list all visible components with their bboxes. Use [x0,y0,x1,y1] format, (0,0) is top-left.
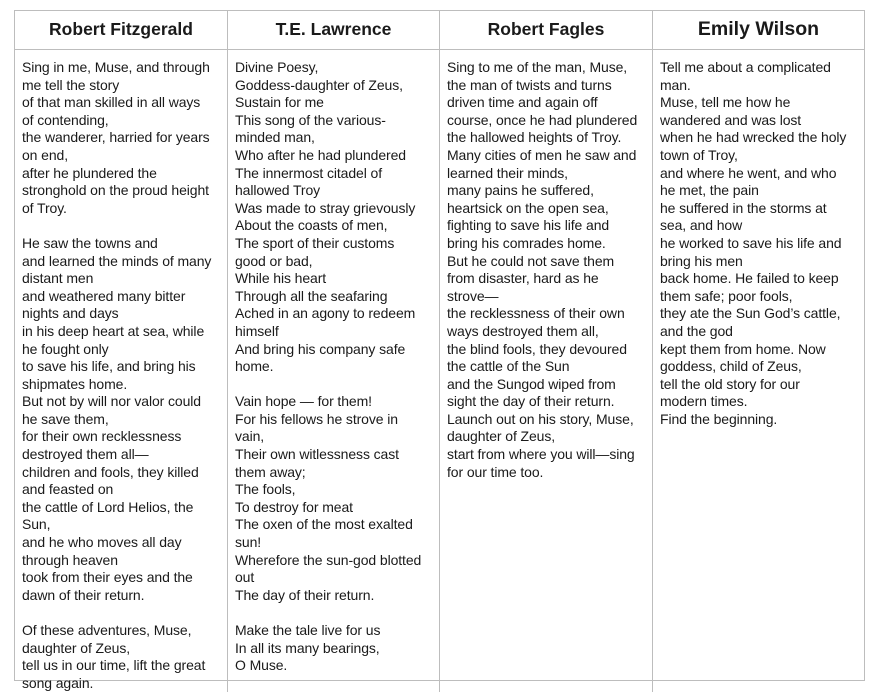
poem-line: He saw the towns and [22,234,158,251]
poem-line: But not by will nor valor could [22,393,201,410]
poem-line: driven time and again off [447,94,598,111]
poem-line: and where he went, and who [660,164,837,181]
poem-line: for their own recklessness [22,428,182,445]
poem-line: sea, and how [660,217,743,234]
poem-line: when he had wrecked the holy [660,129,847,146]
poem-line: sight the day of their return. [447,393,615,410]
poem-line: children and fools, they killed [22,463,199,480]
poem-line: heartsick on the open sea, [447,199,609,216]
poem-line: course, once he had plundered [447,111,638,128]
poem-line: Of these adventures, Muse, [22,622,192,638]
poem-line: tell us in our time, lift the great [22,657,206,674]
poem-line: For his fellows he strove in [235,410,398,427]
poem-line: Divine Poesy, [235,59,319,75]
header-wilson: Emily Wilson [653,11,864,50]
poem-line: of that man skilled in all ways [22,94,201,111]
poem-line: Muse, tell me how he [660,94,791,111]
poem-line: for our time too. [447,463,544,480]
stanza-break [22,217,221,235]
poem-line: Sing in me, Muse, and through [22,59,210,75]
poem-line: But he could not save them [447,252,615,269]
poem-line: About the coasts of men, [235,217,388,234]
poem-line: minded man, [235,129,315,146]
poem-line: and weathered many bitter [22,287,186,304]
poem-line: vain, [235,428,265,445]
poem-line: and feasted on [22,481,114,498]
poem-line: good or bad, [235,252,313,269]
poem-line: many pains he suffered, [447,182,594,199]
poem-line: Vain hope — for them! [235,393,372,410]
stanza-break [235,376,433,394]
poem-line: song again. [22,674,94,691]
poem-line: he fought only [22,340,109,357]
poem-line: of Troy. [22,199,67,216]
poem-line: the wanderer, harried for years [22,129,210,146]
poem-line: them away; [235,463,306,480]
poem-line: me tell the story [22,76,120,93]
poem-line: bring his comrades home. [447,234,606,251]
poem-line: and he who moves all day [22,534,182,551]
poem-line: sun! [235,534,262,551]
poem-line: shipmates home. [22,375,128,392]
header-fagles: Robert Fagles [440,11,653,50]
header-lawrence: T.E. Lawrence [228,11,440,50]
poem-line: the hallowed heights of Troy. [447,129,622,146]
poem-line: kept them from home. Now [660,340,826,357]
poem-line: he met, the pain [660,182,759,199]
poem-line: the cattle of the Sun [447,358,570,375]
poem-line: the recklessness of their own [447,305,625,322]
poem-line: Tell me about a complicated [660,59,831,75]
poem-line: out [235,569,255,586]
poem-line: on end, [22,146,69,163]
poem-line: home. [235,358,274,375]
poem-line: Sing to me of the man, Muse, [447,59,628,75]
poem-line: nights and days [22,305,119,322]
poem-line: daughter of Zeus, [447,428,556,445]
poem-line: after he plundered the [22,164,157,181]
poem-line: The fools, [235,481,296,498]
poem-line: The sport of their customs [235,234,395,251]
poem-line: The innermost citadel of [235,164,383,181]
poem-line: strove— [447,287,499,304]
poem-line: of contending, [22,111,109,128]
poem-line: learned their minds, [447,164,568,181]
poem-line: and learned the minds of many [22,252,212,269]
poem-line: O Muse. [235,657,288,674]
poem-line: they ate the Sun God’s cattle, [660,305,841,322]
poem-line: Ached in an agony to redeem [235,305,416,322]
stanza-break [235,604,433,622]
poem-line: Sun, [22,516,51,533]
poem-line: and the Sungod wiped from [447,375,616,392]
poem-line: start from where you will—sing [447,446,635,463]
text-wilson [653,50,864,692]
poem-line: And bring his company safe [235,340,406,357]
poem-line: distant men [22,270,94,287]
poem-line: bring his men [660,252,743,269]
poem-line: himself [235,322,279,339]
poem-line: from disaster, hard as he [447,270,599,287]
poem-line: man. [660,76,691,93]
poem-line: Was made to stray grievously [235,199,416,216]
poem-line: daughter of Zeus, [22,639,131,656]
poem-line: Goddess-daughter of Zeus, [235,76,403,93]
text-fitzgerald [15,50,228,692]
poem-line: Sustain for me [235,94,324,111]
poem-line: The day of their return. [235,586,375,603]
text-fagles [440,50,653,692]
poem-line: hallowed Troy [235,182,321,199]
header-fitzgerald: Robert Fitzgerald [15,11,228,50]
poem-line: Launch out on his story, Muse, [447,410,634,427]
poem-line: The oxen of the most exalted [235,516,413,533]
poem-line: to save his life, and bring his [22,358,196,375]
poem-line: through heaven [22,551,118,568]
poem-line: stronghold on the proud height [22,182,209,199]
poem-line: town of Troy, [660,146,738,163]
poem-line: the man of twists and turns [447,76,612,93]
poem-line: the cattle of Lord Helios, the [22,498,194,515]
stanza-break [22,604,221,622]
poem-line: To destroy for meat [235,498,353,515]
poem-line: ways destroyed them all, [447,322,599,339]
poem-line: Through all the seafaring [235,287,388,304]
poem-line: in his deep heart at sea, while [22,322,205,339]
poem-line: Many cities of men he saw and [447,146,637,163]
poem-line: This song of the various- [235,111,386,128]
poem-line: Wherefore the sun-god blotted [235,551,422,568]
poem-line: took from their eyes and the [22,569,193,586]
poem-line: he save them, [22,410,109,427]
poem-line: tell the old story for our [660,375,800,392]
poem-line: destroyed them all— [22,446,149,463]
poem-line: he suffered in the storms at [660,199,827,216]
poem-line: Their own witlessness cast [235,446,399,463]
poem-line: In all its many bearings, [235,639,380,656]
text-lawrence [228,50,440,692]
poem-line: While his heart [235,270,327,287]
poem-line: fighting to save his life and [447,217,610,234]
poem-line: dawn of their return. [22,586,145,603]
poem-line: and the god [660,322,733,339]
poem-line: Make the tale live for us [235,622,381,638]
poem-line: back home. He failed to keep [660,270,839,287]
translation-table [14,10,865,691]
poem-line: modern times. [660,393,748,410]
poem-line: Find the beginning. [660,410,778,427]
poem-line: them safe; poor fools, [660,287,793,304]
poem-line: Who after he had plundered [235,146,406,163]
poem-line: goddess, child of Zeus, [660,358,802,375]
poem-line: he worked to save his life and [660,234,842,251]
poem-line: the blind fools, they devoured [447,340,627,357]
poem-line: wandered and was lost [660,111,802,128]
